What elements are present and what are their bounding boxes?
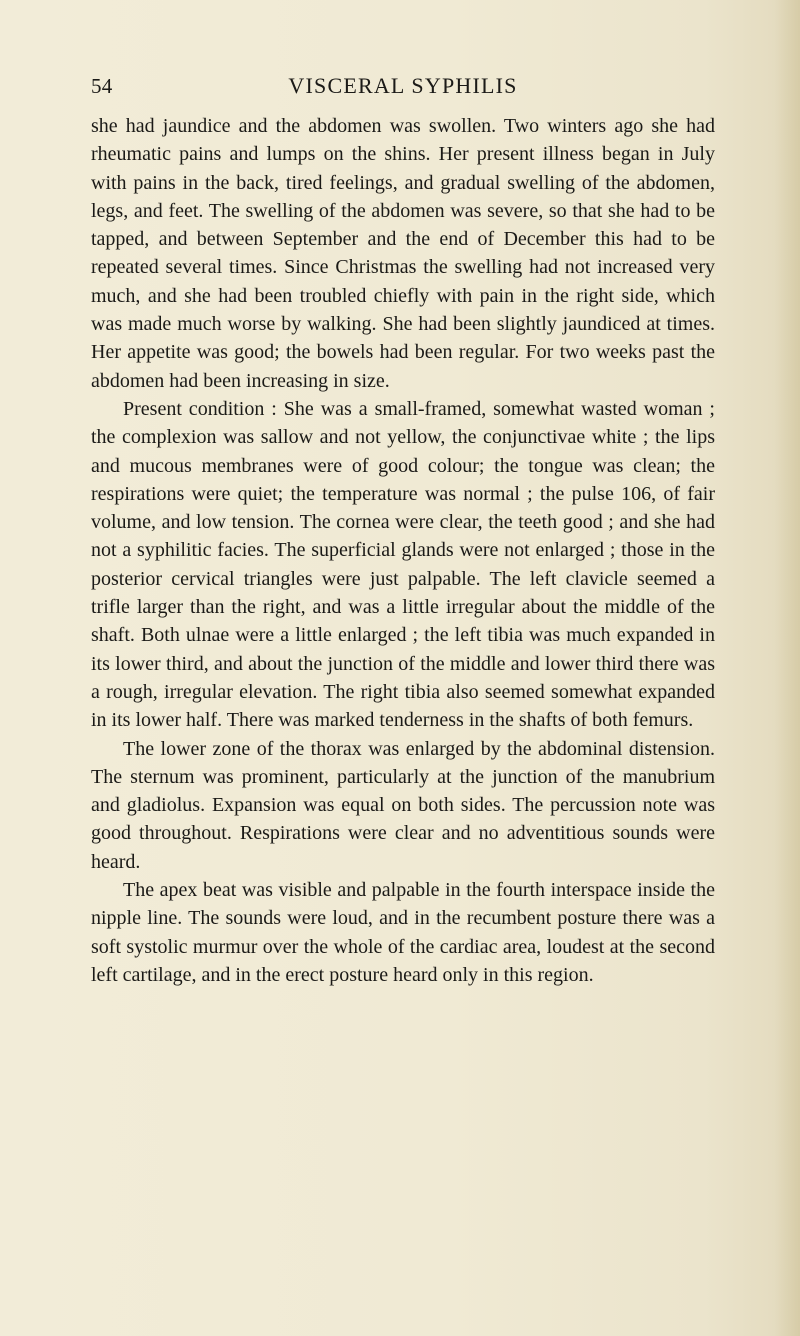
paragraph-heart: The apex beat was visible and palpable in the fourth interspace inside the nipple line. The sounds were loud, and in the recumbent posture there was a soft systolic murmur over the whole of the cardiac area, loudest at the second left cartilage, and in the erect posture heard only in this region.	[91, 879, 715, 986]
page-header	[91, 71, 715, 101]
page-number: 54	[91, 74, 113, 98]
paragraph-history: she had jaundice and the abdomen was swollen. Two winters ago she had rheumatic pains and lumps on the shins. Her present illness began in July with pains in the back, tired feelings, and gradual swelling of the abdomen, legs, and feet. The swelling of the abdomen was severe, so that she had to be tapped, and between September and the end of December this had to be repeated several times. Since Christmas the swelling had not increased very much, and she had been troubled chiefly with pain in the right side, which was made much worse by walking. She had been slightly jaundiced at times. Her appetite was good; the bowels had been regular. For two weeks past the abdomen had been increasing in size.	[91, 115, 715, 392]
body-text	[91, 112, 715, 989]
page-edge-shadow	[774, 0, 800, 1336]
paragraph-present-condition: Present condition : She was a small-framed, somewhat wasted woman ; the complexion was sallow and not yellow, the conjunctivae white ; the lips and mucous membranes were of good colour; the tongue was clean; the respirations were quiet; the temperature was normal ; the pulse 106, of fair volume, and low tension. The cornea were clear, the teeth good ; and she had not a syphilitic facies. The superficial glands were not enlarged ; those in the posterior cervical triangles were just palpable. The left clavicle seemed a trifle larger than the right, and was a little irregular about the middle of the shaft. Both ulnae were a little enlarged ; the left tibia was much expanded in its lower third, and about the junction of the middle and lower third there was a rough, irregular elevation. The right tibia also seemed somewhat expanded in its lower half. There was marked tenderness in the shafts of both femurs.	[91, 397, 715, 732]
running-title: VISCERAL SYPHILIS	[288, 73, 518, 98]
paragraph-thorax: The lower zone of the thorax was enlarged by the abdominal distension. The sternum was prominent, particularly at the junction of the manubrium and gladiolus. Expansion was equal on both sides. The percussion note was good throughout. Respirations were clear and no adventitious sounds were heard.	[91, 737, 715, 873]
